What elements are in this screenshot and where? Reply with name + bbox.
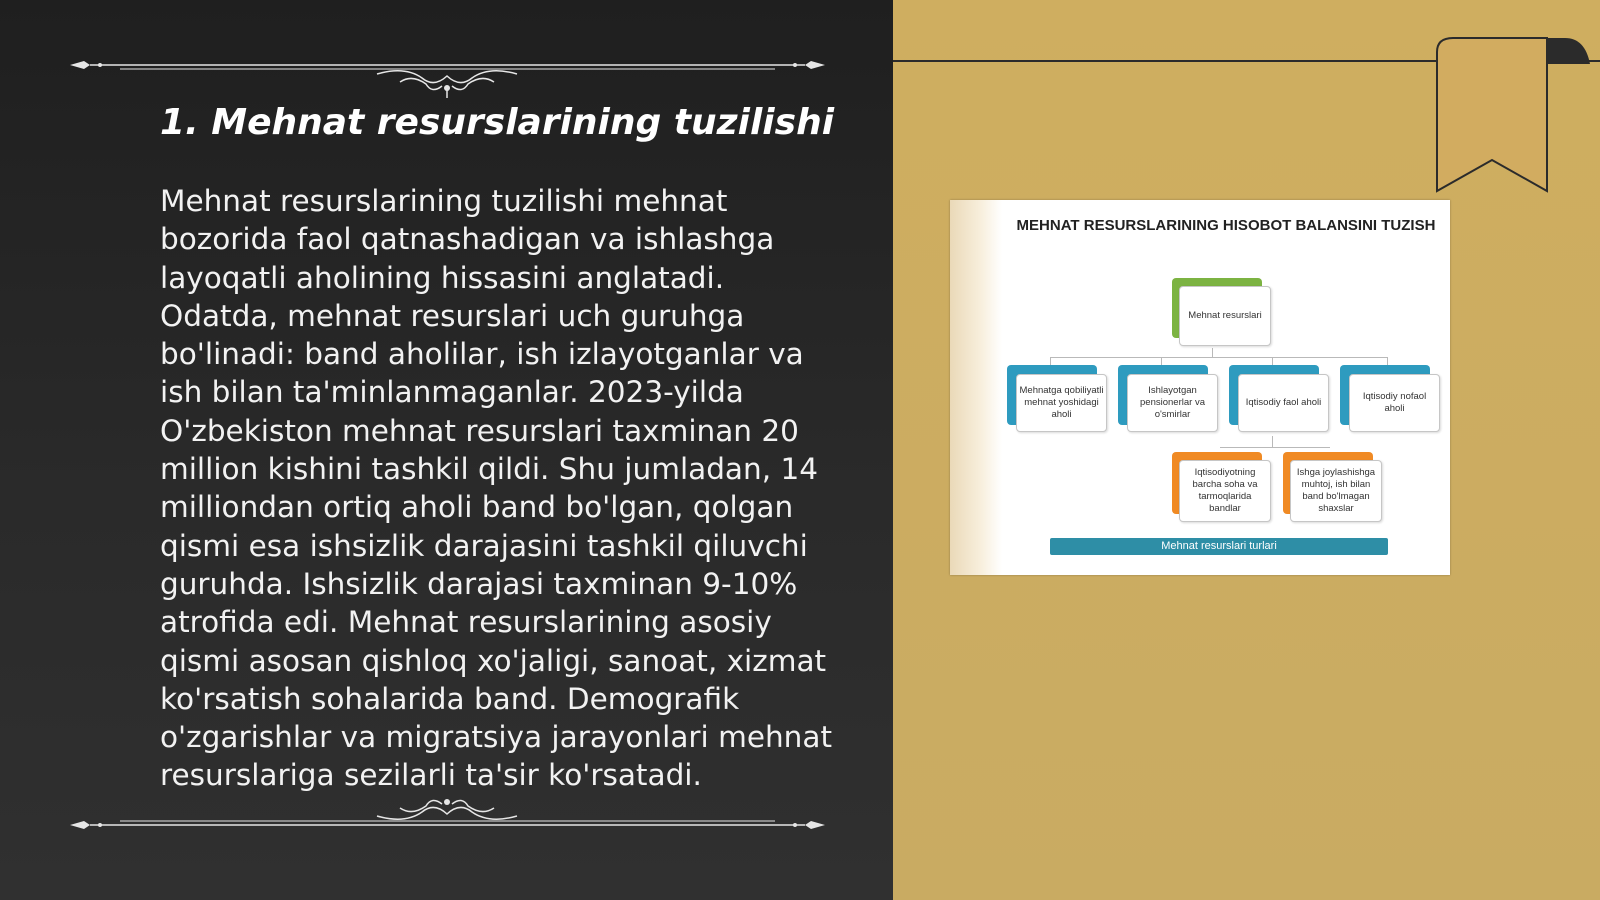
bookmark-ribbon-icon <box>1435 36 1595 201</box>
slide-title: 1. Mehnat resurslarining tuzilishi <box>160 102 835 143</box>
diagram-root-node: Mehnat resurslari <box>1179 286 1271 346</box>
diagram-connector <box>1050 357 1388 358</box>
diagram-title: MEHNAT RESURSLARINING HISOBOT BALANSINI TUZISH <box>1016 217 1436 234</box>
diagram-footer-bar: Mehnat resurslari turlari <box>1050 538 1388 555</box>
hierarchy-diagram-image <box>950 200 1450 575</box>
diagram-side-stripe <box>950 200 1002 575</box>
diagram-node-level2: Iqtisodiy nofaol aholi <box>1349 374 1440 432</box>
top-ornament-divider <box>70 38 825 98</box>
diagram-node-level2: Mehnatga qobiliyatli mehnat yoshidagi aholi <box>1016 374 1107 432</box>
slide-body-text: Mehnat resurslarining tuzilishi mehnat bozorida faol qatnashadigan va ishlashga layoqatli aholining hissasini anglatadi. Odatda, mehnat resurslari uch guruhga bo'linadi: band aholilar, ish izlayotganlar va ish bilan ta'minlanmaganlar. 2023-yilda O'zbekiston mehnat resurslari taxminan 20 million kishini tashkil qildi. Shu jumladan, 14 milliondan ortiq aholi band bo'lgan, qolgan qismi esa ishsizlik darajasini tashkil qiluvchi guruhda. Ishsizlik darajasi taxminan 9-10% atrofida edi. Mehnat resurslarining asosiy qismi asosan qishloq xo'jaligi, sanoat, xizmat ko'rsatish sohalarida band. Demografik o'zgarishlar va migratsiya jarayonlari mehnat resurslariga sezilarli ta'sir ko'rsatadi. <box>160 184 833 793</box>
diagram-node-level2: Iqtisodiy faol aholi <box>1238 374 1329 432</box>
diagram-node-level3: Iqtisodiyotning barcha soha va tarmoqlarida bandlar <box>1179 460 1271 522</box>
diagram-connector <box>1220 447 1330 448</box>
diagram-node-level3: Ishga joylashishga muhtoj, ish bilan band bo'lmagan shaxslar <box>1290 460 1382 522</box>
bottom-ornament-divider <box>70 773 825 833</box>
diagram-node-level2: Ishlayotgan pensionerlar va o'smirlar <box>1127 374 1218 432</box>
